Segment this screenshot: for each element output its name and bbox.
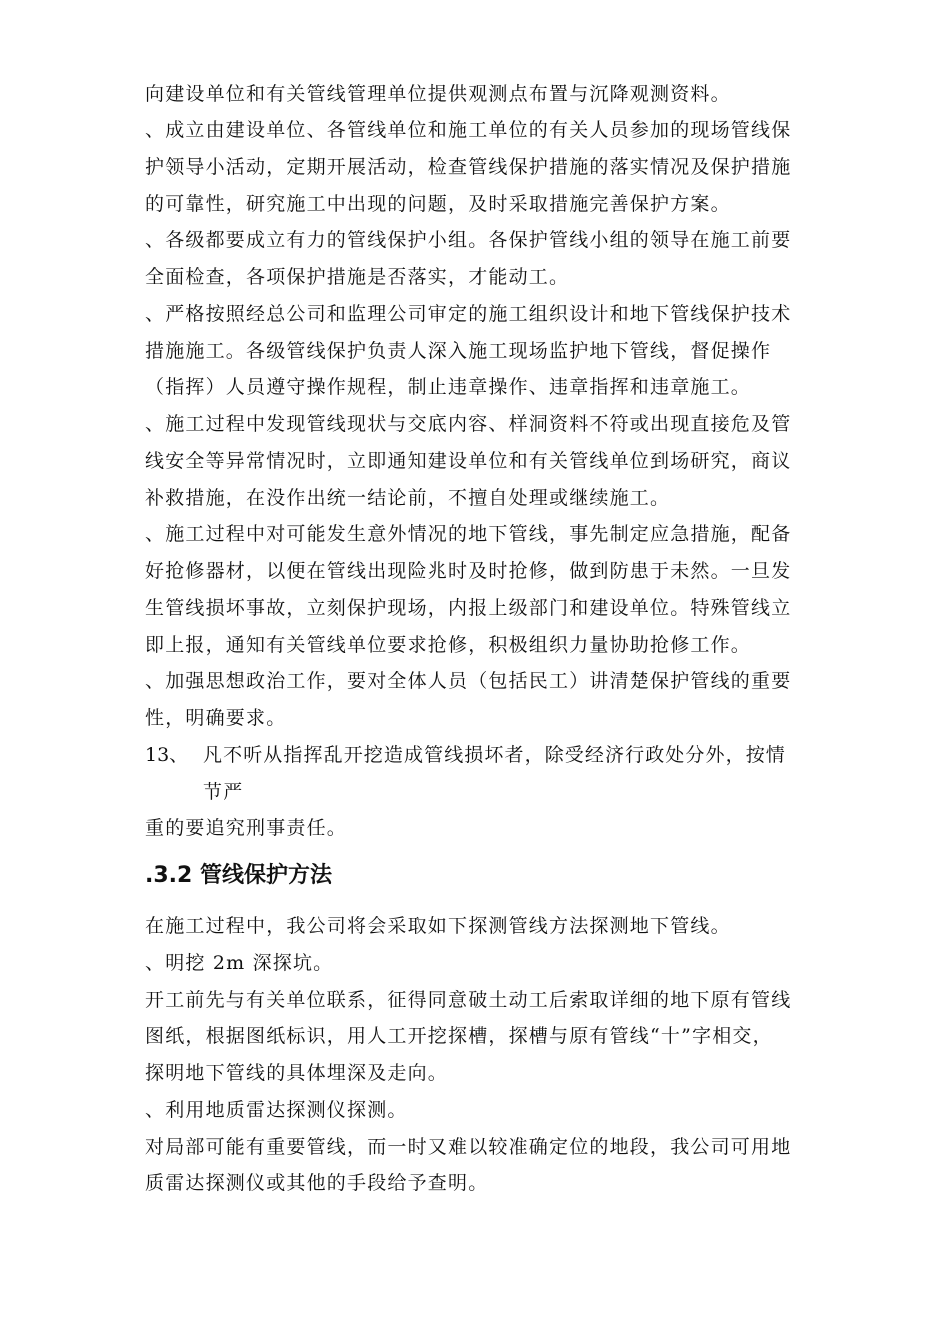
paragraph-line: 、施工过程中发现管线现状与交底内容、样洞资料不符或出现直接危及管 (145, 413, 792, 435)
paragraph-line: 措施施工。各级管线保护负责人深入施工现场监护地下管线，督促操作 (145, 340, 772, 362)
list-item-wrap: 节严 (203, 781, 244, 803)
paragraph-line: 向建设单位和有关管线管理单位提供观测点布置与沉降观测资料。 (145, 83, 731, 105)
list-item-text: 凡不听从指挥乱开挖造成管线损坏者，除受经济行政处分外，按情 (203, 744, 786, 766)
paragraph-line: 、严格按照经总公司和监理公司审定的施工组织设计和地下管线保护技术 (145, 303, 792, 325)
paragraph-line: 在施工过程中，我公司将会采取如下探测管线方法探测地下管线。 (145, 915, 731, 937)
paragraph-line: 护领导小活动，定期开展活动，检查管线保护措施的落实情况及保护措施 (145, 156, 792, 178)
section-heading: .3.2 管线保护方法 (145, 863, 332, 888)
paragraph-line: 、明挖 2m 深探坑。 (145, 952, 334, 974)
paragraph-line: 对局部可能有重要管线，而一时又难以较准确定位的地段，我公司可用地 (145, 1136, 792, 1158)
paragraph-line: 探明地下管线的具体埋深及走向。 (145, 1062, 449, 1084)
paragraph-line: 全面检查，各项保护措施是否落实，才能动工。 (145, 266, 570, 288)
paragraph-line: 、各级都要成立有力的管线保护小组。各保护管线小组的领导在施工前要 (145, 229, 792, 251)
paragraph-line: 开工前先与有关单位联系，征得同意破土动工后索取详细的地下原有管线 (145, 989, 792, 1011)
paragraph-line: 、利用地质雷达探测仪探测。 (145, 1099, 408, 1121)
paragraph-line: （指挥）人员遵守操作规程，制止违章操作、违章指挥和违章施工。 (145, 376, 752, 398)
paragraph-line: 即上报，通知有关管线单位要求抢修，积极组织力量协助抢修工作。 (145, 634, 752, 656)
paragraph-line: 图纸，根据图纸标识，用人工开挖探槽，探槽与原有管线“十”字相交， (145, 1025, 773, 1047)
paragraph-line: 线安全等异常情况时，立即通知建设单位和有关管线单位到场研究，商议 (145, 450, 792, 472)
paragraph-line: 生管线损坏事故，立刻保护现场，内报上级部门和建设单位。特殊管线立 (145, 597, 792, 619)
paragraph-line: 质雷达探测仪或其他的手段给予查明。 (145, 1172, 489, 1194)
paragraph-line: 补救措施，在没作出统一结论前，不擅自处理或继续施工。 (145, 487, 671, 509)
list-item-number: 13、 (145, 744, 189, 766)
paragraph-line: 好抢修器材，以便在管线出现险兆时及时抢修，做到防患于未然。一旦发 (145, 560, 792, 582)
paragraph-line: 的可靠性，研究施工中出现的问题，及时采取措施完善保护方案。 (145, 193, 731, 215)
paragraph-line: 性，明确要求。 (145, 707, 287, 729)
paragraph-line: 、成立由建设单位、各管线单位和施工单位的有关人员参加的现场管线保 (145, 119, 792, 141)
paragraph-line: 、施工过程中对可能发生意外情况的地下管线，事先制定应急措施，配备 (145, 523, 792, 545)
paragraph-line: 、加强思想政治工作，要对全体人员（包括民工）讲清楚保护管线的重要 (145, 670, 792, 692)
list-item-continuation: 重的要追究刑事责任。 (145, 817, 348, 839)
